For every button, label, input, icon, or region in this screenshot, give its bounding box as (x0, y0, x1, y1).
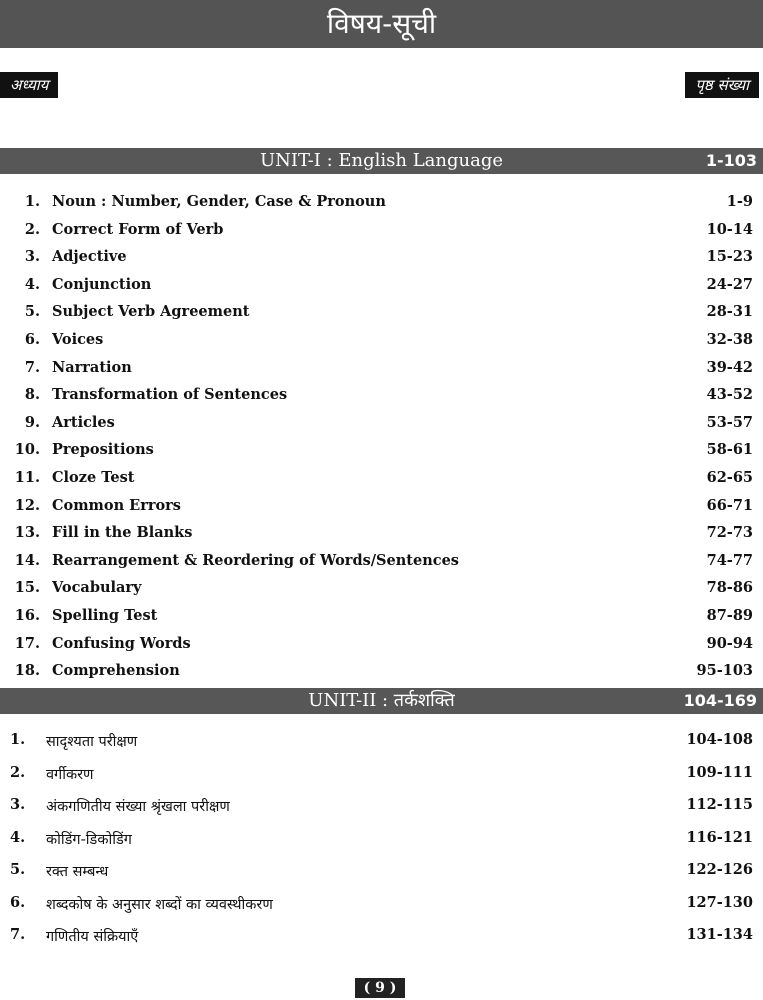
toc-pages: 112-115 (686, 796, 753, 813)
toc-name: कोडिंग-डिकोडिंग (46, 831, 132, 848)
toc-pages: 116-121 (686, 828, 753, 846)
toc-pages: 122-126 (686, 861, 753, 878)
toc-name: वर्गीकरण (46, 766, 94, 783)
toc-num: 5. (24, 303, 40, 321)
toc-num: 6. (10, 893, 26, 911)
toc-row (0, 861, 763, 887)
toc-pages: 104-108 (686, 731, 753, 748)
toc-row (0, 276, 763, 302)
toc-pages: 32-38 (706, 331, 753, 348)
toc-num: 4. (24, 275, 40, 293)
toc-num: 18. (14, 662, 40, 680)
toc-row (0, 386, 763, 412)
toc-row (0, 607, 763, 633)
toc-name: Correct Form of Verb (52, 220, 224, 238)
toc-row (0, 331, 763, 357)
toc-name: Cloze Test (52, 469, 135, 486)
toc-num: 2. (24, 220, 40, 238)
toc-name: Conjunction (52, 275, 152, 293)
toc-num: 3. (10, 796, 26, 813)
page-title: विषय-सूची (0, 0, 763, 48)
toc-name: Vocabulary (52, 579, 142, 597)
toc-num: 12. (14, 496, 40, 514)
toc-row (0, 193, 763, 219)
toc-name: Spelling Test (52, 607, 158, 624)
toc-num: 14. (14, 551, 40, 569)
toc-num: 15. (14, 579, 40, 597)
toc-name: Transformation of Sentences (52, 386, 288, 404)
toc-row (0, 524, 763, 550)
toc-name: गणितीय संक्रियाएँ (46, 929, 139, 945)
unit-1-pages: 1-103 (705, 151, 757, 170)
toc-pages: 43-52 (706, 386, 753, 404)
toc-name: Prepositions (52, 441, 154, 459)
toc-name: Noun : Number, Gender, Case & Pronoun (52, 193, 386, 210)
toc-pages: 39-42 (706, 358, 753, 376)
toc-pages: 15-23 (706, 248, 753, 266)
toc-row (0, 552, 763, 578)
toc-row (0, 359, 763, 385)
unit-1-header (0, 148, 763, 174)
toc-num: 8. (24, 386, 40, 404)
toc-row (0, 497, 763, 523)
toc-num: 4. (10, 828, 26, 846)
toc-pages: 87-89 (706, 607, 753, 624)
toc-name: रक्त सम्बन्ध (46, 864, 109, 880)
toc-name: Narration (52, 358, 132, 376)
toc-name: Common Errors (52, 496, 181, 514)
toc-name: Rearrangement & Reordering of Words/Sentences (52, 551, 459, 569)
toc-num: 1. (10, 731, 26, 748)
toc-num: 9. (24, 413, 40, 431)
toc-row (0, 894, 763, 920)
toc-row (0, 796, 763, 822)
toc-num: 11. (14, 469, 40, 486)
toc-row (0, 469, 763, 495)
page-number: ( 9 ) (355, 978, 405, 998)
chapter-label: अध्याय (0, 72, 58, 98)
toc-row (0, 731, 763, 757)
toc-name: Confusing Words (52, 634, 191, 652)
toc-name: Adjective (52, 248, 127, 266)
toc-pages: 53-57 (706, 413, 753, 431)
toc-pages: 1-9 (726, 193, 753, 210)
toc-num: 16. (14, 607, 40, 624)
toc-row (0, 579, 763, 605)
toc-row (0, 248, 763, 274)
toc-pages: 131-134 (686, 926, 753, 943)
toc-row (0, 926, 763, 952)
toc-pages: 72-73 (706, 524, 753, 542)
toc-num: 10. (14, 441, 40, 459)
toc-num: 17. (14, 634, 40, 652)
toc-pages: 109-111 (686, 763, 753, 781)
toc-row (0, 764, 763, 790)
unit-2-title: UNIT-II : तर्कशक्ति (308, 690, 455, 711)
toc-pages: 95-103 (696, 662, 753, 680)
toc-name: सादृश्यता परीक्षण (46, 734, 138, 750)
unit-2-header (0, 688, 763, 714)
toc-name: Fill in the Blanks (52, 524, 193, 542)
toc-name: शब्दकोष के अनुसार शब्दों का व्यवस्थीकरण (46, 896, 273, 913)
page-number-label: पृष्ठ संख्या (685, 72, 759, 98)
toc-pages: 74-77 (706, 551, 753, 569)
toc-pages: 90-94 (706, 634, 753, 652)
unit-1-title: UNIT-I : English Language (259, 150, 504, 171)
toc-num: 13. (14, 524, 40, 542)
toc-pages: 78-86 (706, 579, 753, 597)
toc-pages: 127-130 (686, 893, 753, 911)
toc-row (0, 303, 763, 329)
toc-name: अंकगणितीय संख्या श्रृंखला परीक्षण (46, 799, 230, 815)
toc-row (0, 635, 763, 661)
toc-pages: 10-14 (706, 220, 753, 238)
toc-num: 1. (24, 193, 40, 210)
toc-num: 2. (10, 763, 26, 781)
toc-row (0, 829, 763, 855)
toc-num: 7. (10, 926, 26, 943)
toc-pages: 62-65 (706, 469, 753, 486)
toc-name: Articles (52, 413, 115, 431)
toc-name: Comprehension (52, 662, 180, 680)
toc-num: 6. (24, 331, 40, 348)
toc-num: 7. (24, 358, 40, 376)
unit-2-pages: 104-169 (683, 691, 757, 710)
toc-name: Subject Verb Agreement (52, 303, 250, 321)
toc-name: Voices (52, 331, 104, 348)
toc-num: 5. (10, 861, 26, 878)
toc-num: 3. (24, 248, 40, 266)
toc-pages: 58-61 (706, 441, 753, 459)
toc-row (0, 662, 763, 688)
toc-pages: 66-71 (706, 496, 753, 514)
toc-row (0, 221, 763, 247)
toc-row (0, 441, 763, 467)
toc-row (0, 414, 763, 440)
toc-pages: 28-31 (706, 303, 753, 321)
toc-pages: 24-27 (706, 275, 753, 293)
